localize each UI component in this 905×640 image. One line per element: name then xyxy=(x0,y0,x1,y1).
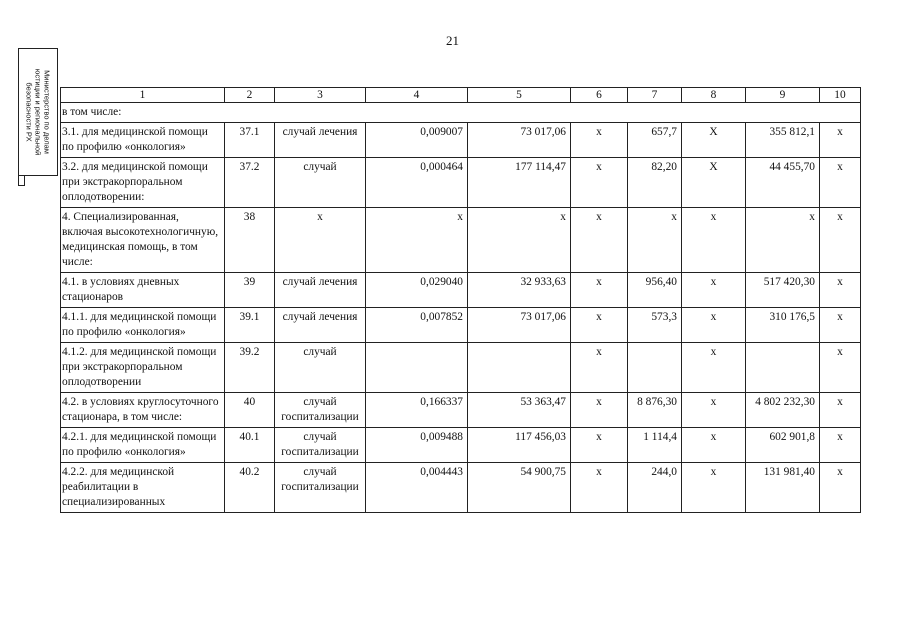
unit-cell: x xyxy=(275,208,366,273)
value-cell-5: x xyxy=(468,208,571,273)
column-number: 5 xyxy=(468,88,571,103)
column-number-row xyxy=(61,88,861,103)
value-cell-8: x xyxy=(682,463,746,513)
table-row xyxy=(61,123,861,158)
table-row xyxy=(61,393,861,428)
unit-cell: случай xyxy=(275,158,366,208)
row-name-cell: 4. Специализированная, включая высокотехнологичную, медицинская помощь, в том числе: xyxy=(61,208,225,273)
value-cell-7 xyxy=(628,343,682,393)
value-cell-9: 4 802 232,30 xyxy=(746,393,820,428)
row-code-cell: 40 xyxy=(225,393,275,428)
column-number: 2 xyxy=(225,88,275,103)
value-cell-10: x xyxy=(820,208,861,273)
value-cell-7: 657,7 xyxy=(628,123,682,158)
stamp-text xyxy=(25,50,52,174)
value-cell-10: x xyxy=(820,428,861,463)
value-cell-8: x xyxy=(682,343,746,393)
value-cell-7: 1 114,4 xyxy=(628,428,682,463)
table-row xyxy=(61,158,861,208)
table-row xyxy=(61,208,861,273)
unit-cell: случай лечения xyxy=(275,123,366,158)
value-cell-9: 355 812,1 xyxy=(746,123,820,158)
value-cell-4: x xyxy=(366,208,468,273)
unit-cell: случай xyxy=(275,343,366,393)
stamp-line: юстиции и региональной xyxy=(33,68,43,156)
value-cell-6: x xyxy=(571,273,628,308)
value-cell-7: 8 876,30 xyxy=(628,393,682,428)
value-cell-10: x xyxy=(820,393,861,428)
registration-stamp xyxy=(18,48,58,176)
row-code-cell: 39.2 xyxy=(225,343,275,393)
row-name-cell: 3.2. для медицинской помощи при экстракорпоральном оплодотворении: xyxy=(61,158,225,208)
value-cell-6: x xyxy=(571,343,628,393)
row-code-cell: 40.1 xyxy=(225,428,275,463)
row-code-cell: 40.2 xyxy=(225,463,275,513)
value-cell-8: X xyxy=(682,158,746,208)
value-cell-10: x xyxy=(820,123,861,158)
value-cell-6: x xyxy=(571,158,628,208)
stamp-line: Министерство по делам xyxy=(42,70,52,154)
value-cell-6: x xyxy=(571,208,628,273)
value-cell-9: 517 420,30 xyxy=(746,273,820,308)
value-cell-7: 244,0 xyxy=(628,463,682,513)
value-cell-10: x xyxy=(820,158,861,208)
table-row xyxy=(61,428,861,463)
value-cell-5: 32 933,63 xyxy=(468,273,571,308)
value-cell-5 xyxy=(468,343,571,393)
value-cell-9: 310 176,5 xyxy=(746,308,820,343)
value-cell-9: 44 455,70 xyxy=(746,158,820,208)
subtitle-cell: в том числе: xyxy=(61,103,861,123)
row-name-cell: 4.2.1. для медицинской помощи по профилю «онкология» xyxy=(61,428,225,463)
value-cell-5: 53 363,47 xyxy=(468,393,571,428)
column-number: 7 xyxy=(628,88,682,103)
value-cell-8: X xyxy=(682,123,746,158)
value-cell-9: 602 901,8 xyxy=(746,428,820,463)
value-cell-4: 0,004443 xyxy=(366,463,468,513)
unit-cell: случай госпитализации xyxy=(275,393,366,428)
value-cell-5: 73 017,06 xyxy=(468,308,571,343)
value-cell-4: 0,166337 xyxy=(366,393,468,428)
value-cell-4: 0,029040 xyxy=(366,273,468,308)
value-cell-7: x xyxy=(628,208,682,273)
value-cell-7: 82,20 xyxy=(628,158,682,208)
table-row xyxy=(61,273,861,308)
page-number: 21 xyxy=(446,33,459,48)
value-cell-6: x xyxy=(571,393,628,428)
value-cell-8: x xyxy=(682,273,746,308)
value-cell-8: x xyxy=(682,208,746,273)
column-number: 3 xyxy=(275,88,366,103)
value-cell-4: 0,007852 xyxy=(366,308,468,343)
value-cell-6: x xyxy=(571,123,628,158)
value-cell-8: x xyxy=(682,308,746,343)
unit-cell: случай лечения xyxy=(275,273,366,308)
subtitle-row xyxy=(61,103,861,123)
row-code-cell: 39 xyxy=(225,273,275,308)
value-cell-5: 54 900,75 xyxy=(468,463,571,513)
value-cell-4: 0,000464 xyxy=(366,158,468,208)
value-cell-10: x xyxy=(820,463,861,513)
value-cell-9: 131 981,40 xyxy=(746,463,820,513)
row-name-cell: 3.1. для медицинской помощи по профилю «онкология» xyxy=(61,123,225,158)
row-name-cell: 4.1.1. для медицинской помощи по профилю «онкология» xyxy=(61,308,225,343)
stamp-tab xyxy=(18,176,25,186)
value-cell-4: 0,009007 xyxy=(366,123,468,158)
column-number: 4 xyxy=(366,88,468,103)
value-cell-6: x xyxy=(571,428,628,463)
column-number: 9 xyxy=(746,88,820,103)
value-cell-10: x xyxy=(820,308,861,343)
value-cell-10: x xyxy=(820,273,861,308)
table-row xyxy=(61,308,861,343)
row-name-cell: 4.1.2. для медицинской помощи при экстракорпоральном оплодотворении xyxy=(61,343,225,393)
value-cell-7: 573,3 xyxy=(628,308,682,343)
unit-cell: случай лечения xyxy=(275,308,366,343)
row-name-cell: 4.2.2. для медицинской реабилитации в специализированных xyxy=(61,463,225,513)
stamp-line: безопасности РХ xyxy=(24,82,34,142)
row-code-cell: 38 xyxy=(225,208,275,273)
data-table xyxy=(60,87,861,513)
row-code-cell: 37.2 xyxy=(225,158,275,208)
value-cell-10: x xyxy=(820,343,861,393)
row-code-cell: 39.1 xyxy=(225,308,275,343)
column-number: 1 xyxy=(61,88,225,103)
row-code-cell: 37.1 xyxy=(225,123,275,158)
value-cell-5: 73 017,06 xyxy=(468,123,571,158)
value-cell-5: 177 114,47 xyxy=(468,158,571,208)
value-cell-8: x xyxy=(682,393,746,428)
column-number: 8 xyxy=(682,88,746,103)
value-cell-6: x xyxy=(571,463,628,513)
value-cell-8: x xyxy=(682,428,746,463)
row-name-cell: 4.2. в условиях круглосуточного стационара, в том числе: xyxy=(61,393,225,428)
table-row xyxy=(61,343,861,393)
value-cell-6: x xyxy=(571,308,628,343)
row-name-cell: 4.1. в условиях дневных стационаров xyxy=(61,273,225,308)
column-number: 6 xyxy=(571,88,628,103)
value-cell-4 xyxy=(366,343,468,393)
value-cell-9 xyxy=(746,343,820,393)
unit-cell: случай госпитализации xyxy=(275,428,366,463)
column-number: 10 xyxy=(820,88,861,103)
table-row xyxy=(61,463,861,513)
value-cell-4: 0,009488 xyxy=(366,428,468,463)
value-cell-5: 117 456,03 xyxy=(468,428,571,463)
unit-cell: случай госпитализации xyxy=(275,463,366,513)
value-cell-7: 956,40 xyxy=(628,273,682,308)
value-cell-9: x xyxy=(746,208,820,273)
